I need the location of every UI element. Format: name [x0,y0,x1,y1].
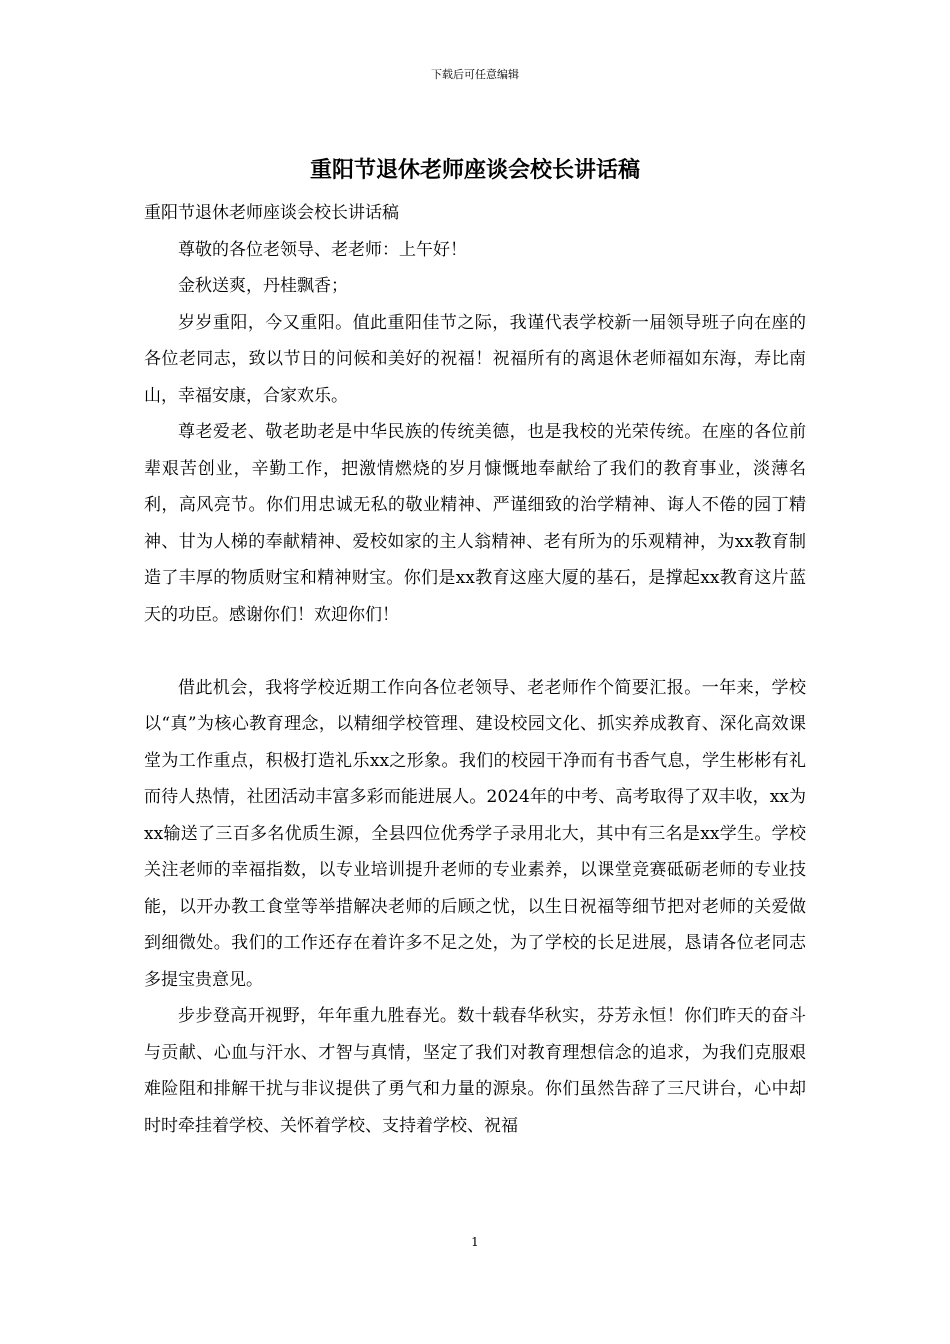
body-paragraph: 金秋送爽，丹桂飘香； [178,276,348,296]
document-body [144,195,806,1144]
document-title: 重阳节退休老师座谈会校长讲话稿 [309,157,640,183]
blank-line [144,633,806,670]
body-paragraph: 岁岁重阳，今又重阳。值此重阳佳节之际，我谨代表学校新一届领导班子向在座的各位老同志，致以节日的问候和美好的祝福！祝福所有的离退休老师福如东海，寿比南山，幸福安康，合家欢乐。 [144,312,806,406]
body-paragraph: 借此机会，我将学校近期工作向各位老领导、老老师作个简要汇报。一年来，学校以“真”为核心教育理念，以精细学校管理、建设校园文化、抓实养成教育、深化高效课堂为工作重点，积极打造礼乐xx之形象。我们的校园干净而有书香气息，学生彬彬有礼而待人热情，社团活动丰富多彩而能进展人。2024年的中考、高考取得了双丰收，xx为xx输送了三百多名优质生源，全县四位优秀学子录用北大，其中有三名是xx学生。学校关注老师的幸福指数，以专业培训提升老师的专业素养，以课堂竞赛砥砺老师的专业技能，以开办教工食堂等举措解决老师的后顾之忧，以生日祝福等细节把对老师的关爱做到细微处。我们的工作还存在着许多不足之处，为了学校的长足进展，恳请各位老同志多提宝贵意见。 [144,677,806,990]
subtitle-paragraph: 重阳节退休老师座谈会校长讲话稿 [144,203,399,223]
header-note: 下载后可任意编辑 [431,68,519,81]
page-number: 1 [471,1235,479,1249]
greeting-paragraph: 尊敬的各位老领导、老老师：上午好！ [178,239,467,260]
body-paragraph: 步步登高开视野，年年重九胜春光。数十载春华秋实，芬芳永恒！你们昨天的奋斗与贡献、心血与汗水、才智与真情，坚定了我们对教育理想信念的追求，为我们克服艰难险阻和排解干扰与非议提供了勇气和力量的源泉。你们虽然告辞了三尺讲台，心中却时时牵挂着学校、关怀着学校、支持着学校、祝福 [144,1006,806,1136]
body-paragraph: 尊老爱老、敬老助老是中华民族的传统美德，也是我校的光荣传统。在座的各位前辈艰苦创业，辛勤工作，把激情燃烧的岁月慷慨地奉献给了我们的教育事业，淡薄名利，高风亮节。你们用忠诚无私的敬业精神、严谨细致的治学精神、诲人不倦的园丁精神、甘为人梯的奉献精神、爱校如家的主人翁精神、老有所为的乐观精神，为xx教育制造了丰厚的物质财宝和精神财宝。你们是xx教育这座大厦的基石，是撑起xx教育这片蓝天的功臣。感谢你们！欢迎你们！ [144,422,806,625]
